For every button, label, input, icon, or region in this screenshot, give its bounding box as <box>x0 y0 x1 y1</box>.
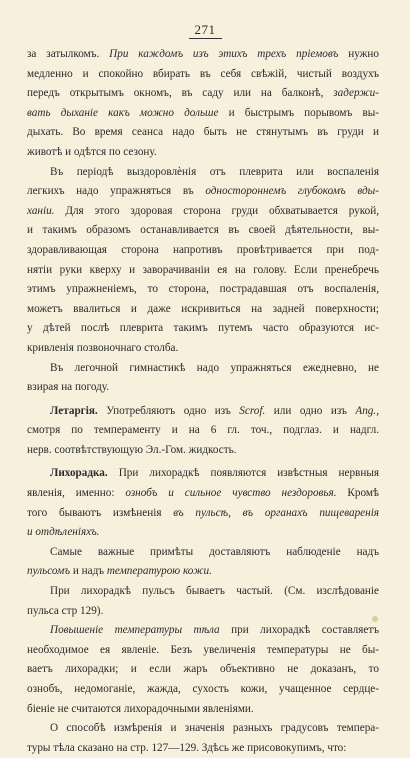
emphasis-text: Ang. <box>355 404 377 417</box>
body-text: здоравливающая сторона напротивъ провѣтривается при под- <box>27 243 379 256</box>
body-text: біеніе не считаются лихорадочными явленіями. <box>27 702 254 715</box>
body-text: необходимое ея явленіе. Безъ увеличенія температуры не бы- <box>27 643 379 656</box>
text-line <box>27 680 379 700</box>
text-line <box>27 504 379 524</box>
body-text: При лихорадкѣ пульсъ бываетъ частый. (См. изслѣдованіе <box>50 585 379 598</box>
body-text: того бываютъ измѣненія <box>27 506 174 519</box>
text-line <box>27 402 379 422</box>
text-line <box>27 65 379 85</box>
text-line <box>27 280 379 300</box>
body-text: дыхать. Во время сеанса надо быть не стянутымъ въ груди и <box>27 126 379 139</box>
body-text: животѣ и одѣтся по сезону. <box>27 145 157 158</box>
text-line <box>27 84 379 104</box>
body-text: Употребляютъ одно изъ <box>97 404 240 417</box>
text-line <box>27 202 379 222</box>
section-heading: Летаргія. <box>50 404 98 417</box>
text-line <box>27 739 379 758</box>
body-text: передъ открытымъ окномъ, въ саду или на балконѣ, <box>27 87 334 100</box>
page-number <box>0 22 410 38</box>
text-line <box>27 319 379 339</box>
text-line <box>27 339 379 359</box>
body-text: или одно изъ <box>265 404 356 417</box>
text-line <box>27 523 379 543</box>
text-line <box>27 719 379 739</box>
emphasis-text: ханіи. <box>27 204 55 217</box>
text-line <box>27 621 379 641</box>
emphasis-text: вать дыханіе какъ можно дольше <box>27 106 219 119</box>
text-line <box>27 104 379 124</box>
section-heading: Лихорадка. <box>50 467 108 480</box>
text-line <box>27 300 379 320</box>
text-line <box>27 45 379 65</box>
page-body-text <box>27 45 379 758</box>
body-text: взирая на погоду. <box>27 381 110 394</box>
emphasis-text: пульсомъ <box>27 565 71 578</box>
text-line <box>27 163 379 183</box>
emphasis-text: Scrof. <box>239 404 266 417</box>
body-text: явленія, именно: <box>27 487 126 500</box>
page-number-text: 271 <box>189 22 222 39</box>
body-text: О способѣ измѣренія и значенія разныхъ градусовъ темпера- <box>50 722 379 735</box>
text-line <box>27 660 379 680</box>
body-text: и такимъ образомъ останавливается въ своей дѣятельности, вы- <box>27 224 379 237</box>
emphasis-text: въ пульсѣ, въ органахъ пищеваренія <box>173 506 379 519</box>
body-text: медленно и спокойно вбирать въ себя свѣжій, чистый воздухъ <box>27 67 379 80</box>
body-text: нужно <box>338 48 379 60</box>
body-text: нерв. соотвѣтствующую Эл.-Гом. жидкость. <box>27 443 237 456</box>
emphasis-text: одностороннемъ глубокомъ вды- <box>205 185 379 198</box>
text-line <box>27 143 379 163</box>
body-text: нятіи руки кверху и заворачиваніи ея на голову. Если пренебречь <box>27 263 379 276</box>
text-line <box>27 441 379 461</box>
body-text: ознобъ, недомоганіе, жажда, сухость кожи, учащенное сердце- <box>27 683 379 695</box>
text-line <box>27 261 379 281</box>
body-text: за затылкомъ. <box>27 48 110 60</box>
text-line <box>27 421 379 441</box>
emphasis-text: ознобъ и сильное чувство нездоровья. <box>125 487 337 500</box>
text-line <box>27 700 379 720</box>
text-line <box>27 641 379 661</box>
body-text: Въ легочной гимнастикѣ надо упражняться ежедневно, не <box>50 361 379 374</box>
body-text: можетъ ввалиться и даже искривиться на задней поверхности; <box>27 302 379 315</box>
emphasis-text: Повышеніе температуры тѣла <box>50 624 220 637</box>
text-line <box>27 359 379 379</box>
body-text: Кромѣ <box>336 487 379 500</box>
body-text: туры тѣла сказано на стр. 127—129. Здѣсь же присовокупимъ, что: <box>27 741 347 754</box>
text-line <box>27 221 379 241</box>
paper-stain <box>372 616 378 622</box>
text-line <box>27 582 379 602</box>
body-text: , <box>376 404 379 417</box>
body-text: ваетъ лихорадки; и если жаръ объективно не доказанъ, то <box>27 663 379 676</box>
text-line <box>27 182 379 202</box>
body-text: смотря по темпераменту и на 6 гл. точ., подглаз. и надгл. <box>27 424 379 437</box>
text-line <box>27 562 379 582</box>
text-line <box>27 123 379 143</box>
body-text: Въ періодѣ выздоровлѐнія отъ плеврита или воспаленія <box>50 165 379 178</box>
text-line <box>27 602 379 622</box>
body-text: при лихорадкѣ составляетъ <box>219 624 379 637</box>
text-line <box>27 543 379 563</box>
text-line <box>27 241 379 261</box>
body-text: этимъ упражненіемъ, то сторона, пострадавшая отъ воспаленія, <box>27 283 379 296</box>
body-text: пульса стр 129). <box>27 604 104 617</box>
body-text: Самые важные примѣты доставляютъ наблюденіе надъ <box>50 545 379 558</box>
emphasis-text: задержи- <box>333 87 379 100</box>
body-text: кривленія позвоночнаго столба. <box>27 341 179 354</box>
text-line <box>27 378 379 398</box>
emphasis-text: и отдѣленіяхъ. <box>27 526 100 539</box>
body-text: и надъ <box>70 565 107 578</box>
body-text: легкихъ надо упражняться въ <box>27 185 206 198</box>
body-text: и быстрымъ порывомъ вы- <box>218 106 379 119</box>
text-line <box>27 464 379 484</box>
body-text: у дѣтей послѣ плеврита такимъ путемъ часто образуются ис- <box>27 322 379 335</box>
body-text: Для этого здоровая сторона груди обхватывается рукой, <box>54 204 379 217</box>
emphasis-text: температурою кожи. <box>106 565 212 578</box>
emphasis-text: При каждомъ изъ этихъ трехъ пріемовъ <box>109 48 339 60</box>
text-line <box>27 484 379 504</box>
body-text: При лихорадкѣ появляются извѣстныя нервныя <box>107 467 379 480</box>
